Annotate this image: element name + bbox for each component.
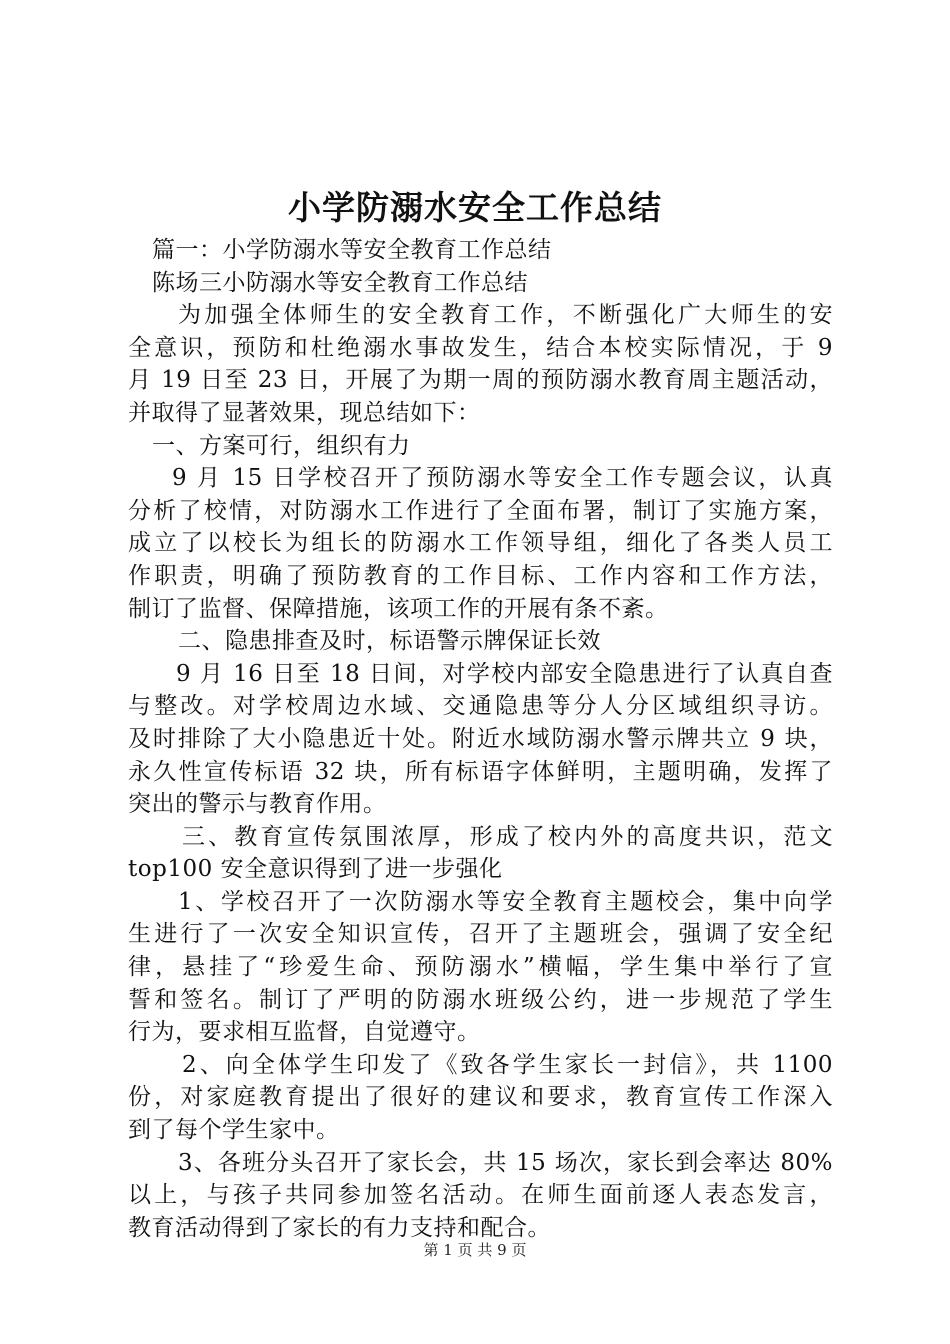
text-line: 并取得了显著效果，现总结如下：	[128, 399, 481, 426]
text-line: 作职责，明确了预防教育的工作目标、工作内容和工作方法，	[128, 562, 833, 589]
text-line: 教育活动得到了家长的有力支持和配合。	[128, 1214, 551, 1241]
text-line: top100 安全意识得到了进一步强化	[128, 856, 503, 883]
text-line: 陈场三小防溺水等安全教育工作总结	[152, 269, 528, 296]
text-line: 份，对家庭教育提出了很好的建议和要求，教育宣传工作深入	[128, 1084, 833, 1111]
text-line: 以上，与孩子共同参加签名活动。在师生面前逐人表态发言，	[128, 1182, 833, 1209]
text-line: 一、方案可行，组织有力	[152, 432, 411, 459]
text-line: 三、教育宣传氛围浓厚，形成了校内外的高度共识，范文	[182, 823, 833, 850]
text-line: 永久性宣传标语 32 块，所有标语字体鲜明，主题明确，发挥了	[128, 758, 833, 785]
text-line: 篇一：小学防溺水等安全教育工作总结	[152, 237, 552, 263]
text-line: 及时排除了大小隐患近十处。附近水域防溺水警示牌共立 9 块，	[128, 725, 833, 752]
text-line: 与整改。对学校周边水域、交通隐患等分人分区域组织寻访。	[128, 693, 833, 720]
text-line: 行为，要求相互监督，自觉遵守。	[128, 1019, 481, 1046]
text-line: 到了每个学生家中。	[128, 1117, 340, 1144]
text-line: 分析了校情，对防溺水工作进行了全面布署，制订了实施方案，	[128, 497, 833, 524]
text-line: 律，悬挂了“珍爱生命、预防溺水”横幅，学生集中举行了宣	[128, 954, 833, 981]
page-indicator: 第 1 页 共 9 页	[423, 1241, 527, 1259]
text-line: 1、学校召开了一次防溺水等安全教育主题校会，集中向学	[178, 888, 833, 915]
text-line: 誓和签名。制订了严明的防溺水班级公约，进一步规范了学生	[128, 986, 833, 1013]
text-line: 制订了监督、保障措施，该项工作的开展有条不紊。	[128, 595, 669, 622]
text-line: 9 月 16 日至 18 日间，对学校内部安全隐患进行了认真自查	[176, 660, 833, 687]
text-line: 9 月 15 日学校召开了预防溺水等安全工作专题会议，认真	[172, 465, 833, 492]
text-line: 月 19 日至 23 日，开展了为期一周的预防溺水教育周主题活动，	[128, 367, 833, 394]
text-line: 生进行了一次安全知识宣传，召开了主题班会，强调了安全纪	[128, 921, 833, 948]
text-line: 为加强全体师生的安全教育工作，不断强化广大师生的安	[178, 302, 833, 329]
text-line: 3、各班分头召开了家长会，共 15 场次，家长到会率达 80%	[178, 1149, 833, 1176]
document-body	[128, 234, 833, 1244]
text-line: 全意识，预防和杜绝溺水事故发生，结合本校实际情况，于 9	[128, 334, 833, 361]
text-line: 成立了以校长为组长的防溺水工作领导组，细化了各类人员工	[128, 530, 833, 557]
document-title: 小学防溺水安全工作总结	[288, 188, 662, 227]
text-line: 突出的警示与教育作用。	[128, 791, 387, 818]
text-line: 2、向全体学生印发了《致各学生家长一封信》，共 1100	[182, 1051, 833, 1078]
text-line: 二、隐患排查及时，标语警示牌保证长效	[178, 628, 601, 655]
